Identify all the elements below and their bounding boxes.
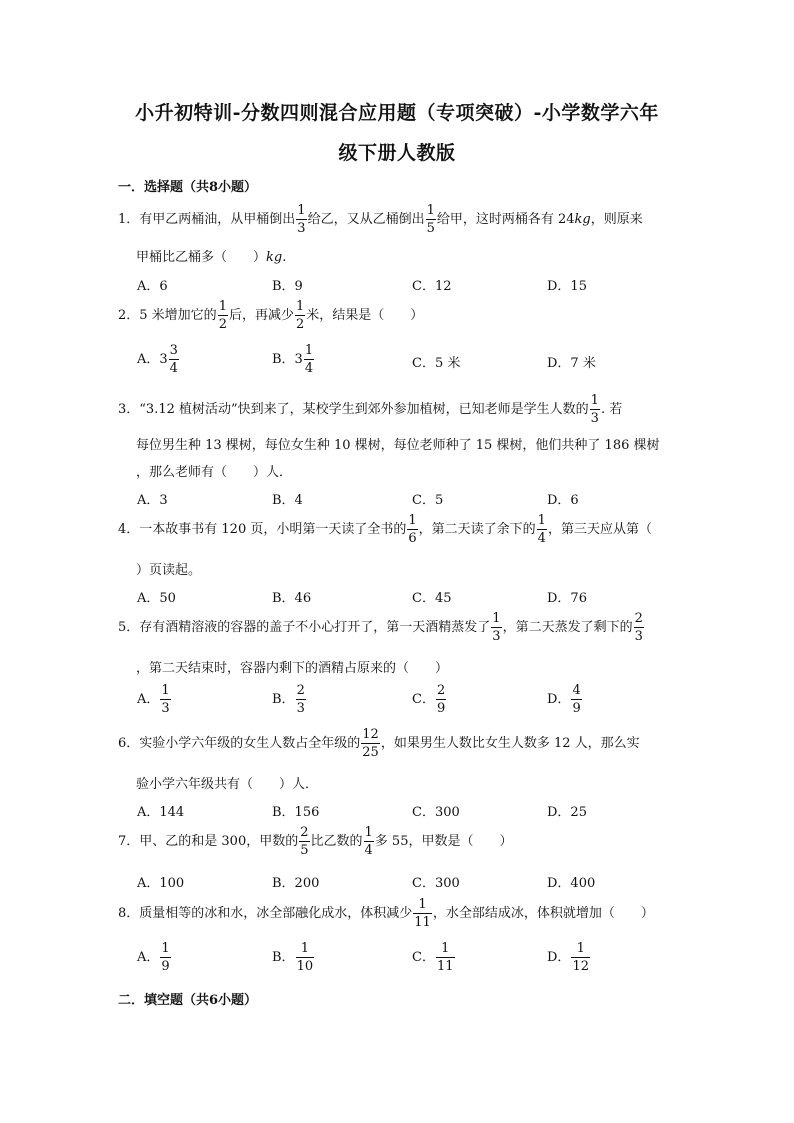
- q6-option-d[interactable]: D．25: [547, 805, 587, 820]
- question-7-line1: 7．甲、乙的和是 300，甲数的 $\frac{2}{5}$ 比乙数的 $\frac{1}{4}$ 多 55，甲数是（ ）: [118, 825, 513, 858]
- q5-option-d[interactable]: D． $\frac{4}{9}$: [547, 683, 581, 716]
- fraction: $\frac{1}{3}$: [297, 203, 306, 236]
- q5-option-b[interactable]: B． $\frac{2}{3}$: [272, 683, 305, 716]
- q6-option-b[interactable]: B．156: [272, 805, 320, 820]
- question-5-line1: 5．存有酒精溶液的容器的盖子不小心打开了，第一天酒精蒸发了 $\frac{1}{3}$ ，第二天蒸发了剩下的 $\frac{2}{3}$: [118, 611, 643, 644]
- q8-option-c[interactable]: C． $\frac{1}{11}$: [412, 941, 454, 974]
- q4-option-c[interactable]: C．45: [412, 591, 452, 606]
- q8-option-b[interactable]: B． $\frac{1}{10}$: [272, 941, 314, 974]
- q1-option-a[interactable]: A．6: [137, 279, 168, 294]
- q2-option-b[interactable]: B．3 $\frac{1}{4}$: [272, 343, 314, 376]
- fraction: $\frac{1}{3}$: [590, 393, 599, 426]
- q6-option-a[interactable]: A．144: [137, 805, 185, 820]
- q1-option-b[interactable]: B．9: [272, 279, 303, 294]
- fraction: $\frac{1}{11}$: [414, 897, 431, 930]
- q3-option-c[interactable]: C．5: [412, 493, 444, 508]
- fraction: $\frac{1}{6}$: [408, 513, 417, 546]
- q3-option-d[interactable]: D．6: [547, 493, 579, 508]
- q1-option-d[interactable]: D．15: [547, 279, 587, 294]
- fraction: $\frac{2}{5}$: [300, 825, 309, 858]
- q2-option-d[interactable]: D．7 米: [547, 356, 596, 371]
- page-title-line2: 级下册人教版: [338, 142, 456, 164]
- q5-option-a[interactable]: A． $\frac{1}{3}$: [137, 683, 170, 716]
- question-8-line1: 8．质量相等的冰和水，冰全部融化成水，体积减少 $\frac{1}{11}$ ，水全部结成冰，体积就增加（ ）: [118, 897, 654, 930]
- section-heading-choice: 一．选择题（共8小题）: [118, 180, 258, 195]
- q7-option-a[interactable]: A．100: [137, 876, 185, 891]
- q1-option-c[interactable]: C．12: [412, 279, 452, 294]
- q3-option-b[interactable]: B．4: [272, 493, 303, 508]
- question-3-line2: 每位男生种 13 棵树，每位女生种 10 棵树，每位老师种了 15 棵树，他们共种了 186 棵树: [136, 438, 660, 453]
- question-5-line2: ，第二天结束时，容器内剩下的酒精占原来的（ ）: [136, 661, 449, 676]
- q7-option-c[interactable]: C．300: [412, 876, 460, 891]
- fraction: $\frac{2}{3}$: [634, 611, 643, 644]
- question-1-line1: 1．有甲乙两桶油，从甲桶倒出 $\frac{1}{3}$ 给乙，又从乙桶倒出 $\frac{1}{5}$ 给甲，这时两桶各有 24kg，则原来: [118, 203, 643, 236]
- q7-option-d[interactable]: D．400: [547, 876, 596, 891]
- fraction: $\frac{1}{3}$: [492, 611, 501, 644]
- question-3-line1: 3．“3.12 植树活动”快到来了，某校学生到郊外参加植树，已知老师是学生人数的 $\frac{1}{3}$ . 若: [118, 393, 623, 426]
- question-3-line3: ，那么老师有（ ）人．: [136, 465, 293, 480]
- fraction: $\frac{1}{4}$: [364, 825, 373, 858]
- q8-option-a[interactable]: A． $\frac{1}{9}$: [137, 941, 170, 974]
- question-4-line2: ）页读起。: [136, 563, 202, 578]
- fraction: $\frac{12}{25}$: [362, 727, 379, 760]
- q2-option-c[interactable]: C．5 米: [412, 356, 461, 371]
- q8-option-d[interactable]: D． $\frac{1}{12}$: [547, 941, 589, 974]
- question-4-line1: 4．一本故事书有 120 页，小明第一天读了全书的 $\frac{1}{6}$ ，第二天读了余下的 $\frac{1}{4}$ ，第三天应从第（: [118, 513, 652, 546]
- q3-option-a[interactable]: A．3: [137, 493, 168, 508]
- question-6-line2: 验小学六年级共有（ ）人．: [136, 777, 319, 792]
- q2-option-a[interactable]: A．3 $\frac{3}{4}$: [137, 343, 178, 376]
- question-6-line1: 6．实验小学六年级的女生人数占全年级的 $\frac{12}{25}$ ，如果男生人数比女生人数多 12 人，那么实: [118, 727, 640, 760]
- q7-option-b[interactable]: B．200: [272, 876, 320, 891]
- question-1-line2: 甲桶比乙桶多（ ）kg.: [136, 250, 287, 265]
- fraction: $\frac{1}{5}$: [426, 203, 435, 236]
- q4-option-d[interactable]: D．76: [547, 591, 587, 606]
- page-title-line1: 小升初特训-分数四则混合应用题（专项突破）-小学数学六年: [135, 102, 659, 124]
- section-heading-fill-in: 二．填空题（共6小题）: [118, 993, 258, 1008]
- question-2-line1: 2．5 米增加它的 $\frac{1}{2}$ 后，再减少 $\frac{1}{2}$ 米，结果是（ ）: [118, 299, 424, 332]
- fraction: $\frac{1}{2}$: [295, 299, 305, 332]
- q4-option-b[interactable]: B．46: [272, 591, 312, 606]
- q6-option-c[interactable]: C．300: [412, 805, 460, 820]
- q5-option-c[interactable]: C． $\frac{2}{9}$: [412, 683, 446, 716]
- fraction: $\frac{1}{4}$: [537, 513, 546, 546]
- q4-option-a[interactable]: A．50: [137, 591, 176, 606]
- fraction: $\frac{1}{2}$: [218, 299, 227, 332]
